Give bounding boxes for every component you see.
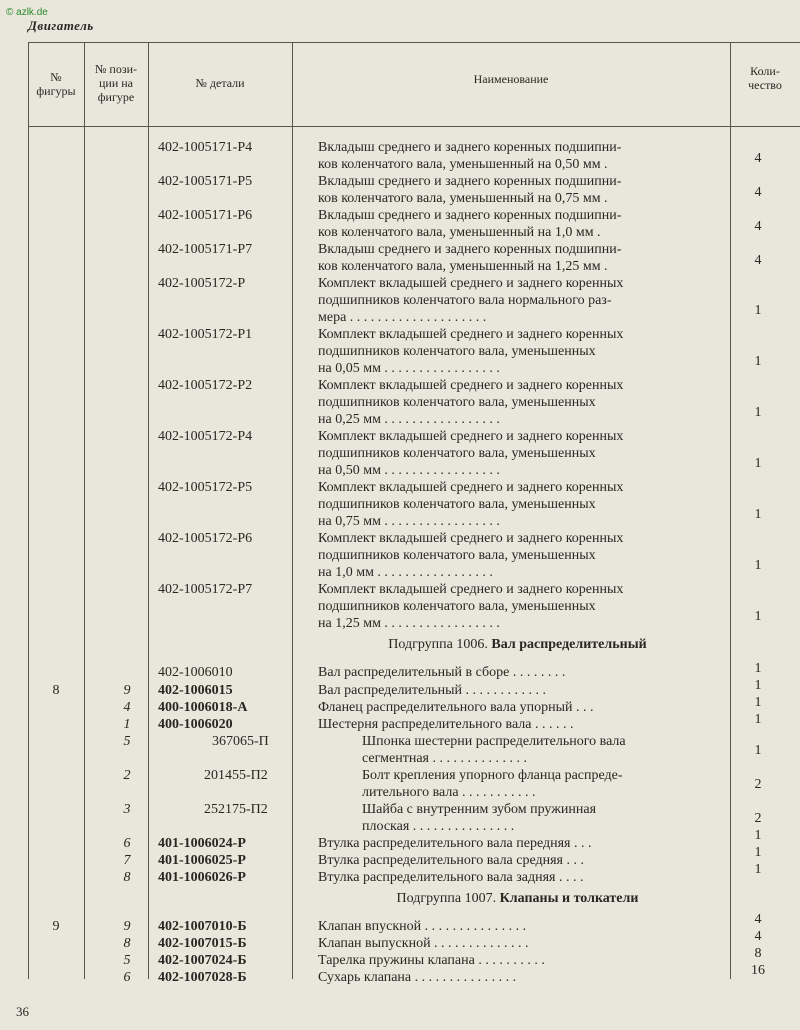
part-number: 401-1006024-Р [158,836,246,851]
part-name: Вкладыш среднего и заднего коренных подшипни- ков коленчатого вала, уменьшенный на 1,0 мм . [318,208,622,240]
quantity: 2 [754,811,762,826]
quantity: 4 [754,912,762,927]
quantity: 1 [754,678,762,693]
header-figure: № фигуры [36,70,76,98]
position-number: 6 [123,970,131,985]
part-number: 402-1005172-Р7 [158,582,253,597]
position-number: 2 [123,768,131,783]
part-name: Клапан впускной . . . . . . . . . . . . . . . [318,919,527,934]
quantity: 1 [754,507,762,522]
part-number: 402-1007028-Б [158,970,247,985]
part-name: Вкладыш среднего и заднего коренных подшипни- ков коленчатого вала, уменьшенный на 0,50 мм . [318,140,622,172]
part-number: 402-1006015 [158,683,233,698]
table-top-border [28,42,800,43]
part-number: 402-1005171-Р4 [158,140,253,155]
quantity: 8 [754,946,762,961]
column-divider [292,42,293,979]
column-divider [148,42,149,979]
part-name: Комплект вкладышей среднего и заднего коренных подшипников коленчатого вала нормального раз- мера . . . . . . . . . . . . . . . . . . . . [318,276,624,325]
quantity: 1 [754,558,762,573]
quantity: 1 [754,661,762,676]
part-number: 367065-П [212,734,269,749]
part-name: Тарелка пружины клапана . . . . . . . . . . [318,953,545,968]
part-number: 402-1005172-Р4 [158,429,253,444]
part-number: 402-1005172-Р6 [158,531,253,546]
part-number: 402-1005172-Р [158,276,246,291]
part-number: 402-1005172-Р2 [158,378,253,393]
position-number: 5 [123,734,131,749]
part-name: Вкладыш среднего и заднего коренных подшипни- ков коленчатого вала, уменьшенный на 1,25 мм . [318,242,622,274]
part-name: Втулка распределительного вала передняя . . . [318,836,592,851]
part-number: 402-1007015-Б [158,936,247,951]
part-number: 402-1005171-Р5 [158,174,253,189]
part-name: Комплект вкладышей среднего и заднего коренных подшипников коленчатого вала, уменьшенных на 0,75 мм . . . . . . . . . . . . . . . . . [318,480,624,529]
position-number: 3 [123,802,131,817]
part-name: Втулка распределительного вала средняя . . . [318,853,584,868]
part-name: Втулка распределительного вала задняя . . . . [318,870,584,885]
position-number: 5 [123,953,131,968]
position-number: 8 [123,870,131,885]
part-name: Комплект вкладышей среднего и заднего коренных подшипников коленчатого вала, уменьшенных на 1,25 мм . . . . . . . . . . . . . . . . . [318,582,624,631]
part-name: Шпонка шестерни распределительного вала сегментная . . . . . . . . . . . . . . [362,734,626,766]
subgroup-heading-1007: Подгруппа 1007. Клапаны и толкатели [396,891,639,906]
part-name: Комплект вкладышей среднего и заднего коренных подшипников коленчатого вала, уменьшенных на 0,05 мм . . . . . . . . . . . . . . . . . [318,327,624,376]
part-name: Болт крепления упорного фланца распреде- лительного вала . . . . . . . . . . . [362,768,623,800]
part-name: Фланец распределительного вала упорный . . . [318,700,594,715]
quantity: 4 [754,219,762,234]
quantity: 1 [754,456,762,471]
part-number: 402-1007010-Б [158,919,247,934]
part-name: Комплект вкладышей среднего и заднего коренных подшипников коленчатого вала, уменьшенных на 0,50 мм . . . . . . . . . . . . . . . . . [318,429,624,478]
part-number: 402-1005171-Р7 [158,242,253,257]
part-name: Сухарь клапана . . . . . . . . . . . . . . . [318,970,517,985]
table-header-bottom-border [28,126,800,127]
part-number: 401-1006026-Р [158,870,246,885]
part-name: Вкладыш среднего и заднего коренных подшипни- ков коленчатого вала, уменьшенный на 0,75 мм . [318,174,622,206]
quantity: 4 [754,253,762,268]
part-number: 201455-П2 [204,768,268,783]
part-name: Шестерня распределительного вала . . . . . . [318,717,574,732]
column-divider [730,42,731,979]
part-number: 402-1005172-Р5 [158,480,253,495]
position-number: 8 [123,936,131,951]
part-number: 400-1006018-А [158,700,248,715]
quantity: 2 [754,777,762,792]
quantity: 4 [754,151,762,166]
part-name: Шайба с внутренним зубом пружинная плоская . . . . . . . . . . . . . . . [362,802,597,834]
part-name: Комплект вкладышей среднего и заднего коренных подшипников коленчатого вала, уменьшенных на 1,0 мм . . . . . . . . . . . . . . . . . [318,531,624,580]
figure-number: 8 [52,683,60,698]
quantity: 1 [754,609,762,624]
figure-number: 9 [52,919,60,934]
header-position: № пози- ции на фигуре [94,62,138,104]
header-quantity: Коли- чество [748,64,782,92]
part-number: 402-1005171-Р6 [158,208,253,223]
header-part-number: № детали [195,76,245,90]
quantity: 4 [754,185,762,200]
part-number: 401-1006025-Р [158,853,246,868]
quantity: 1 [754,712,762,727]
part-name: Вал распределительный . . . . . . . . . . . . [318,683,547,698]
column-divider [84,42,85,979]
position-number: 9 [123,919,131,934]
part-name: Клапан выпускной . . . . . . . . . . . . . . [318,936,529,951]
quantity: 1 [754,405,762,420]
quantity: 4 [754,929,762,944]
part-number: 402-1007024-Б [158,953,247,968]
position-number: 6 [123,836,131,851]
part-number: 402-1006010 [158,665,233,680]
subgroup-heading-1006: Подгруппа 1006. Вал распределительный [388,637,647,652]
part-number: 400-1006020 [158,717,233,732]
quantity: 16 [751,963,765,978]
quantity: 1 [754,354,762,369]
section-title: Двигатель [28,18,94,33]
quantity: 1 [754,303,762,318]
header-name: Наименование [473,72,549,86]
position-number: 1 [123,717,131,732]
part-name: Комплект вкладышей среднего и заднего коренных подшипников коленчатого вала, уменьшенных на 0,25 мм . . . . . . . . . . . . . . . . . [318,378,624,427]
position-number: 7 [123,853,131,868]
part-number: 402-1005172-Р1 [158,327,253,342]
watermark: © azlk.de [6,7,48,18]
position-number: 9 [123,683,131,698]
part-number: 252175-П2 [204,802,268,817]
quantity: 1 [754,743,762,758]
quantity: 1 [754,695,762,710]
quantity: 1 [754,845,762,860]
position-number: 4 [123,700,131,715]
page-number: 36 [16,1004,29,1019]
quantity: 1 [754,862,762,877]
quantity: 1 [754,828,762,843]
table-border-left [28,42,29,979]
part-name: Вал распределительный в сборе . . . . . . . . [318,665,566,680]
